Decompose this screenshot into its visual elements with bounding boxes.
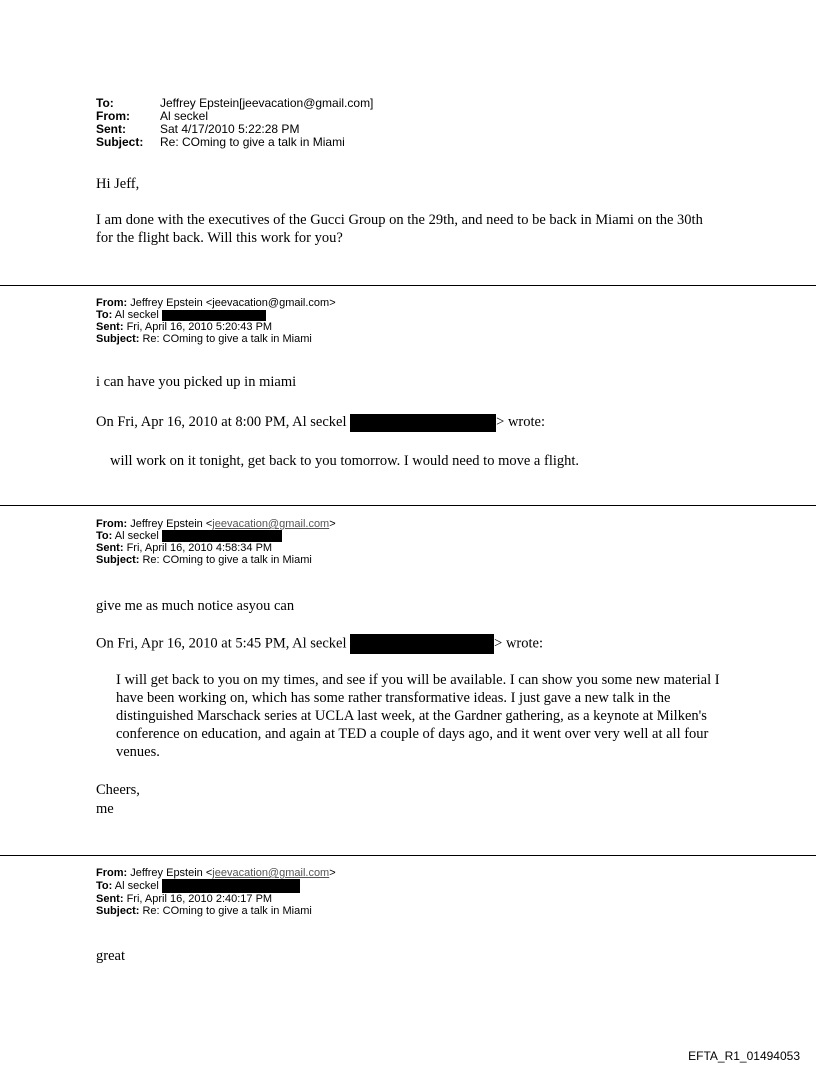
from-label: From: (96, 867, 128, 879)
sent-label: Sent: (96, 893, 124, 905)
subject-label: Subject: (96, 135, 144, 149)
to-label: To: (96, 309, 113, 321)
sent-label: Sent: (96, 542, 124, 555)
quote-attribution-end: > wrote: (496, 414, 546, 430)
to-label: To: (96, 96, 114, 110)
quote-attribution-text: On Fri, Apr 16, 2010 at 8:00 PM, Al seckel (96, 414, 347, 430)
greeting: Hi Jeff, (96, 176, 140, 192)
subject-label: Subject: (96, 905, 140, 917)
email-header-3: From: Jeffrey Epstein <jeevacation@gmail.com> To: Al seckel Sent: Fri, April 16, 2010 4:58:34 PM Subject: Re: COming to give a talk in Miami (96, 518, 336, 567)
quote-attribution-text: On Fri, Apr 16, 2010 at 5:45 PM, Al seckel (96, 635, 347, 652)
subject-value: Re: COming to give a talk in Miami (160, 135, 345, 149)
redaction-bar (350, 414, 496, 432)
email-link[interactable]: jeevacation@gmail.com (212, 867, 330, 879)
from-label: From: (96, 518, 128, 530)
message-body-3: give me as much notice asyou can (96, 598, 295, 614)
from-label: From: (96, 109, 130, 123)
to-value: Al seckel (114, 309, 159, 321)
redaction-bar (162, 530, 282, 542)
message-body-4: great (96, 948, 125, 964)
redaction-bar (162, 879, 300, 893)
sent-label: Sent: (96, 321, 124, 333)
from-value: Al seckel (160, 109, 209, 123)
signoff-name: me (96, 801, 114, 817)
document-id: EFTA_R1_01494053 (688, 1049, 800, 1063)
subject-label: Subject: (96, 554, 140, 567)
subject-value: Re: COming to give a talk in Miami (142, 554, 312, 567)
to-label: To: (96, 879, 113, 892)
sent-value: Sat 4/17/2010 5:22:28 PM (160, 122, 300, 136)
email-header-4: From: Jeffrey Epstein <jeevacation@gmail.com> To: Al seckel Sent: Fri, April 16, 2010 2:40:17 PM Subject: Re: COming to give a talk in Miami (96, 867, 336, 917)
signoff-cheers: Cheers, (96, 782, 140, 798)
from-value: Jeffrey Epstein <jeevacation@gmail.com> (130, 297, 336, 309)
divider-1 (0, 285, 816, 286)
quoted-text-2: will work on it tonight, get back to you tomorrow. I would need to move a flight. (110, 453, 580, 469)
redaction-bar (350, 634, 494, 654)
divider-2 (0, 505, 816, 506)
to-value: Jeffrey Epstein[jeevacation@gmail.com] (160, 96, 374, 110)
sent-value: Fri, April 16, 2010 5:20:43 PM (126, 321, 273, 333)
message-body-2: i can have you picked up in miami (96, 374, 297, 390)
to-value: Al seckel (114, 530, 159, 542)
to-label: To: (96, 530, 113, 542)
redaction-bar (162, 310, 266, 321)
quoted-text-3: I will get back to you on my times, and see if you will be available. I can show you some new material I have been working on, which has some rather transformative ideas. I just gave a new talk in the distinguished Marschack series at UCLA last week, at the Gardner gathering, as a keynote at Milken's conference on education, and again at TED a couple of days ago, and it went over very well at all four venues. (116, 672, 720, 760)
quote-attribution-3 (96, 634, 543, 654)
quote-attribution-2 (96, 413, 545, 432)
from-value: Jeffrey Epstein < (130, 518, 213, 530)
sent-label: Sent: (96, 122, 126, 136)
from-value: Jeffrey Epstein < (130, 867, 213, 879)
message-body-1: I am done with the executives of the Gucci Group on the 29th, and need to be back in Miami on the 30th for the flight back. Will this work for you? (96, 212, 703, 246)
subject-label: Subject: (96, 333, 140, 345)
quote-attribution-end: > wrote: (494, 635, 544, 652)
subject-value: Re: COming to give a talk in Miami (142, 905, 312, 917)
to-value: Al seckel (114, 879, 159, 892)
email-header-2 (96, 297, 336, 345)
email-link[interactable]: jeevacation@gmail.com (212, 518, 330, 530)
subject-value: Re: COming to give a talk in Miami (142, 333, 312, 345)
sent-value: Fri, April 16, 2010 4:58:34 PM (126, 542, 273, 555)
from-label: From: (96, 297, 128, 309)
email-header-1 (96, 97, 373, 149)
sent-value: Fri, April 16, 2010 2:40:17 PM (126, 893, 273, 905)
divider-3 (0, 855, 816, 856)
